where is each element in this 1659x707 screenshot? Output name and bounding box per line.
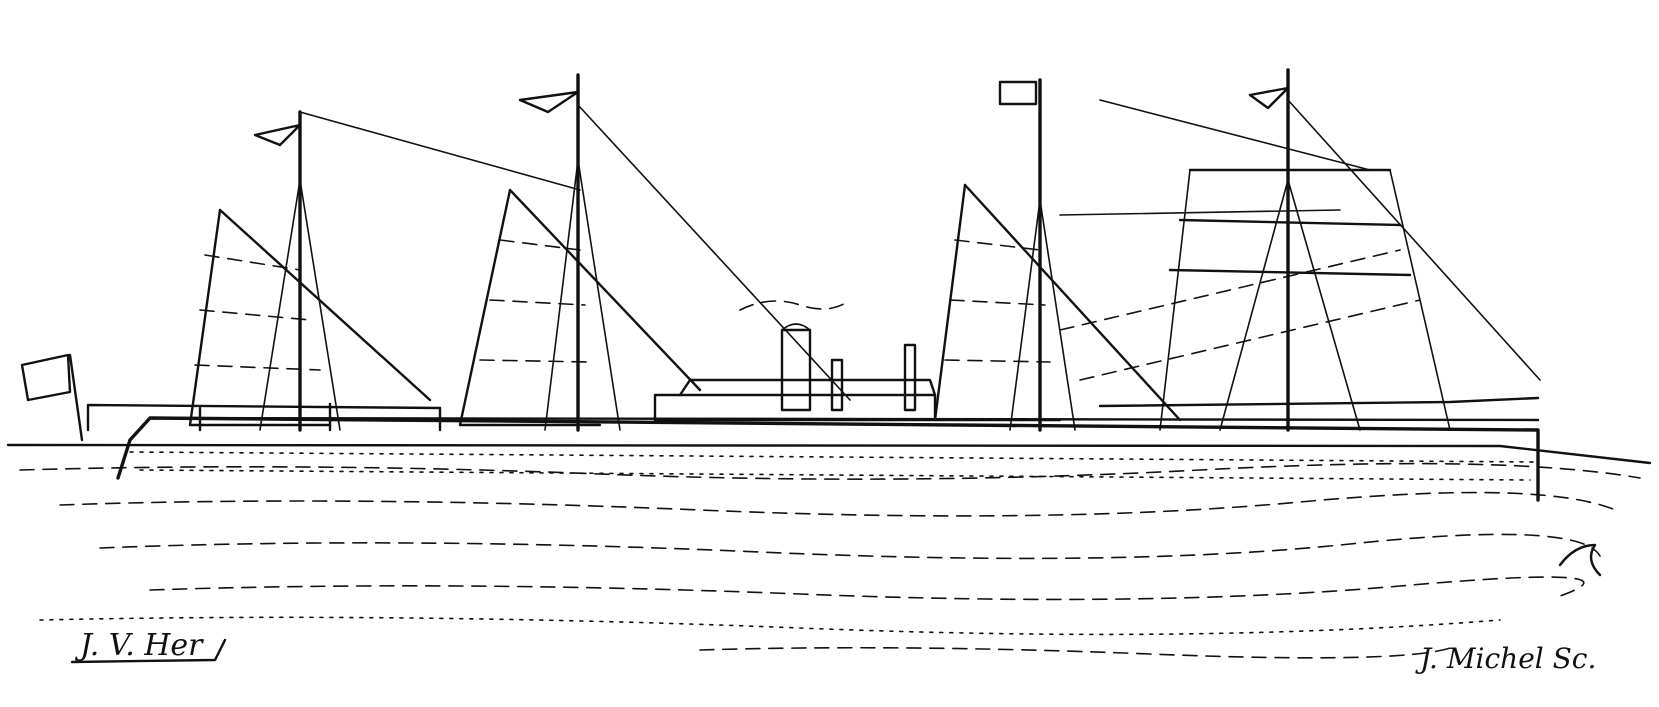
reef-points xyxy=(945,240,1050,362)
deckhouse-roof xyxy=(680,380,935,395)
sail xyxy=(190,210,330,425)
gaff xyxy=(510,190,700,390)
bow-flag xyxy=(22,355,82,440)
horizon-line xyxy=(8,445,1650,463)
gaff xyxy=(220,210,430,400)
wave-line xyxy=(40,617,1500,634)
deckhouse xyxy=(655,395,935,420)
engraver-signature: J. Michel Sc. xyxy=(1420,642,1597,675)
hull xyxy=(88,398,1538,500)
pennant xyxy=(255,125,300,145)
artist-signature: J. V. Her xyxy=(80,628,203,663)
stay xyxy=(300,112,580,190)
wave-line xyxy=(150,577,1584,599)
sea xyxy=(8,445,1650,658)
sail-edge xyxy=(1160,170,1450,430)
mast-third xyxy=(935,80,1340,430)
stay xyxy=(1100,100,1370,170)
wave-line xyxy=(700,648,1450,658)
stay xyxy=(578,105,850,400)
rigging xyxy=(1060,250,1420,380)
superstructure xyxy=(655,300,935,420)
flag xyxy=(1000,82,1036,104)
ensign xyxy=(22,355,70,400)
mast-second xyxy=(460,75,850,430)
mast-main xyxy=(1060,70,1540,430)
wave-line xyxy=(60,493,1620,516)
mast-fore xyxy=(190,112,580,430)
shrouds xyxy=(1220,180,1360,430)
shrouds xyxy=(1010,200,1075,430)
pennant xyxy=(520,92,578,112)
pennant xyxy=(1250,88,1288,108)
flagstaff xyxy=(70,355,82,440)
hull-shading xyxy=(130,452,1538,462)
smoke-trail xyxy=(740,300,850,310)
stay xyxy=(1288,100,1540,380)
wave-line xyxy=(100,534,1600,558)
vent-pipe xyxy=(905,345,915,410)
